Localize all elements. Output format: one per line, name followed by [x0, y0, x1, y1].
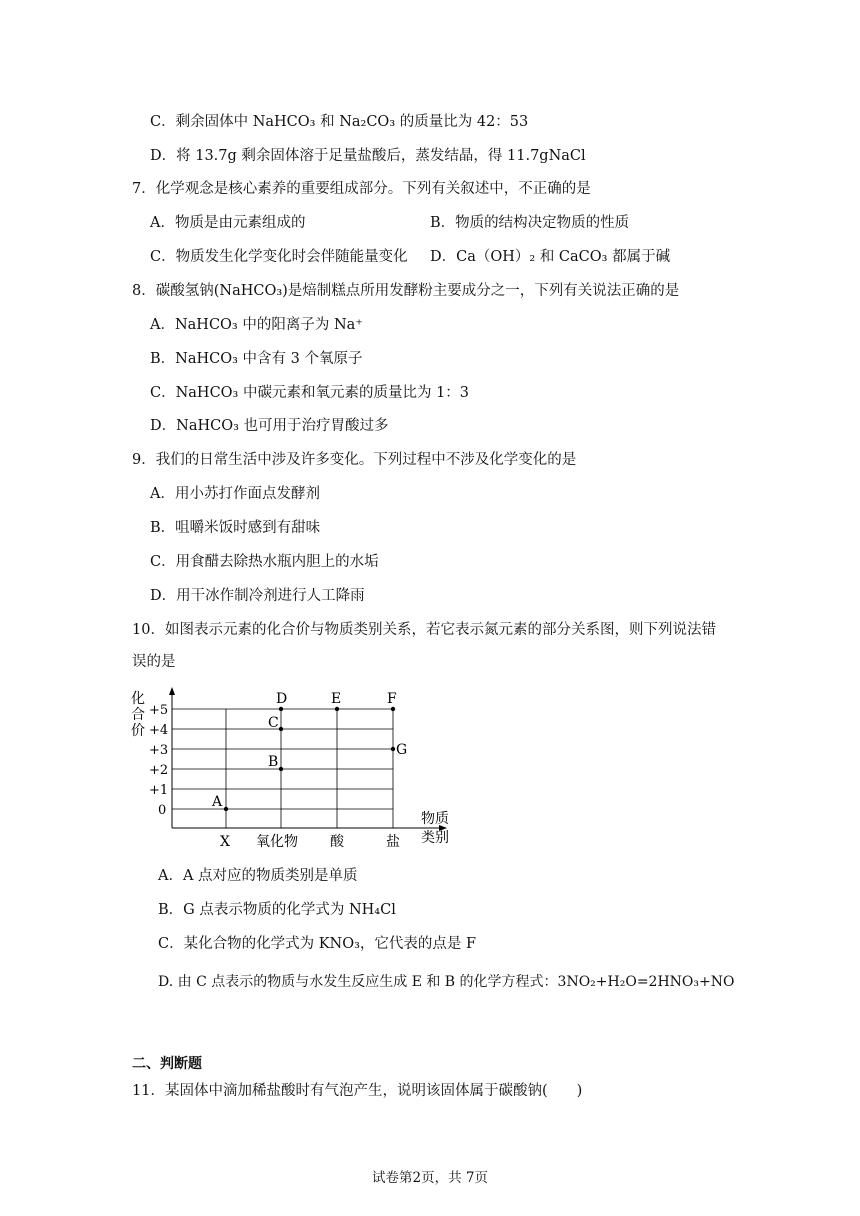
- x-axis-label-1: 物质: [421, 811, 449, 827]
- y-tick-0: 0: [158, 803, 167, 818]
- y-axis-label-1: 化: [131, 691, 145, 707]
- point-b: [279, 767, 283, 771]
- q7-option-d: D．Ca（OH）₂ 和 CaCO₃ 都属于碱: [430, 249, 671, 265]
- question-9: 9．我们的日常生活中涉及许多变化。下列过程中不涉及化学变化的是: [132, 452, 577, 468]
- q8-option-c: C．NaHCO₃ 中碳元素和氧元素的质量比为 1：3: [150, 385, 470, 401]
- y-axis-label-3: 价: [131, 723, 145, 739]
- q10-option-c: C．某化合物的化学式为 KNO₃，它代表的点是 F: [158, 936, 477, 952]
- y-tick-1: +1: [149, 783, 169, 798]
- q9-option-d: D．用干冰作制冷剂进行人工降雨: [150, 588, 365, 604]
- q8-option-b: B．NaHCO₃ 中含有 3 个氧原子: [150, 351, 363, 367]
- q10-option-b: B．G 点表示物质的化学式为 NH₄Cl: [158, 902, 396, 918]
- point-c: [279, 727, 283, 731]
- x-axis-label-2: 类别: [421, 830, 449, 846]
- q8-option-a: A．NaHCO₃ 中的阳离子为 Na⁺: [150, 317, 363, 333]
- q9-option-c: C．用食醋去除热水瓶内胆上的水垢: [150, 554, 379, 570]
- y-tick-2: +2: [149, 763, 169, 778]
- point-label-d: D: [276, 691, 288, 707]
- question-10-cont: 误的是: [132, 654, 176, 670]
- x-tick-salt: 盐: [386, 834, 400, 850]
- point-label-c: C: [268, 715, 279, 731]
- q8-option-d: D．NaHCO₃ 也可用于治疗胃酸过多: [150, 418, 389, 434]
- x-tick-acid: 酸: [330, 834, 344, 850]
- y-axis-label-2: 合: [131, 707, 145, 723]
- section-heading-judgement: 二、判断题: [132, 1056, 202, 1072]
- point-a: [224, 807, 228, 811]
- question-7: 7．化学观念是核心素养的重要组成部分。下列有关叙述中，不正确的是: [132, 181, 591, 197]
- point-label-e: E: [331, 691, 342, 707]
- point-d: [279, 707, 283, 711]
- q6-option-c: C．剩余固体中 NaHCO₃ 和 Na₂CO₃ 的质量比为 42：53: [150, 114, 529, 130]
- y-tick-3: +3: [149, 743, 169, 758]
- y-axis-arrow: [169, 687, 175, 695]
- q10-option-d: D. 由 C 点表示的物质与水发生反应生成 E 和 B 的化学方程式：3NO₂+H₂O=2HNO₃+NO: [158, 974, 735, 990]
- point-label-a: A: [212, 794, 223, 810]
- y-tick-4: +4: [149, 723, 169, 738]
- y-tick-5: +5: [149, 703, 169, 718]
- x-tick-oxide: 氧化物: [256, 834, 298, 850]
- point-g: [391, 747, 395, 751]
- q9-option-a: A．用小苏打作面点发酵剂: [150, 486, 320, 502]
- point-label-f: F: [387, 691, 397, 707]
- point-e: [335, 707, 339, 711]
- q6-option-d: D．将 13.7g 剩余固体溶于足量盐酸后，蒸发结晶，得 11.7gNaCl: [150, 148, 586, 164]
- point-f: [391, 707, 395, 711]
- question-11: 11．某固体中滴加稀盐酸时有气泡产生，说明该固体属于碳酸钠( ): [132, 1083, 583, 1099]
- point-label-g: G: [396, 742, 408, 758]
- question-10: 10．如图表示元素的化合价与物质类别关系，若它表示氮元素的部分关系图，则下列说法错: [132, 622, 716, 638]
- question-8: 8．碳酸氢钠(NaHCO₃)是焙制糕点所用发酵粉主要成分之一，下列有关说法正确的是: [132, 283, 680, 299]
- q7-option-a: A．物质是由元素组成的: [150, 215, 306, 231]
- q7-option-b: B．物质的结构决定物质的性质: [430, 215, 630, 231]
- x-tick-x: X: [220, 834, 230, 850]
- valence-category-diagram: [125, 685, 465, 855]
- q7-option-c: C．物质发生化学变化时会伴随能量变化: [150, 249, 408, 265]
- page-footer: 试卷第2页，共 7页: [372, 1170, 488, 1186]
- q10-option-a: A．A 点对应的物质类别是单质: [158, 868, 358, 884]
- point-label-b: B: [268, 754, 279, 770]
- q9-option-b: B．咀嚼米饭时感到有甜味: [150, 520, 321, 536]
